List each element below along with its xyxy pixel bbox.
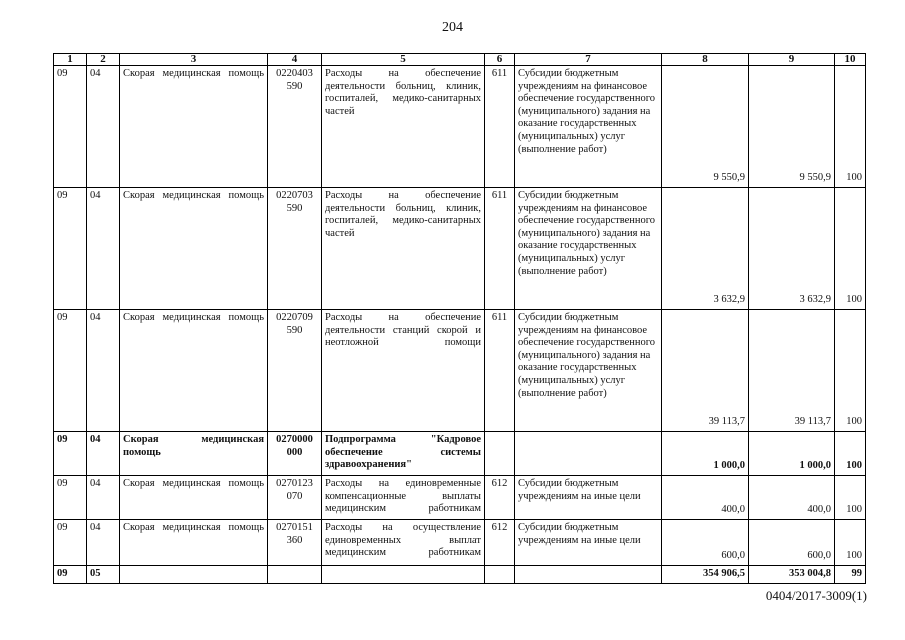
cell-section-name: Скорая медицинская помощь — [120, 310, 268, 432]
table-header-row — [54, 54, 866, 66]
cell-target-code: 0220403 590 — [268, 66, 322, 188]
cell-target-name: Расходы на обеспечение деятельности больниц, клиник, госпиталей, медико-санитарных частей — [322, 66, 485, 188]
cell-expense-type — [485, 566, 515, 584]
header-col-3: 3 — [120, 54, 268, 66]
header-col-6: 6 — [485, 54, 515, 66]
cell-section: 09 — [54, 66, 87, 188]
cell-subsection: 04 — [87, 310, 120, 432]
cell-section-name: Скорая медицинская помощь — [120, 476, 268, 520]
table-row — [54, 66, 866, 188]
cell-target-code: 0220703 590 — [268, 188, 322, 310]
cell-target-name: Расходы на осуществление единовременных выплат медицинским работникам — [322, 520, 485, 566]
cell-target-code: 0270123 070 — [268, 476, 322, 520]
cell-target-code: 0270151 360 — [268, 520, 322, 566]
cell-expense-name: Субсидии бюджетным учреждениям на финансовое обеспечение государственного (муниципального) задания на оказание государственных (муниципальных) услуг (выполнение работ) — [515, 66, 662, 188]
cell-percent: 100 — [835, 66, 866, 188]
cell-section: 09 — [54, 520, 87, 566]
cell-target-name — [322, 566, 485, 584]
cell-actual: 600,0 — [749, 520, 835, 566]
cell-target-name: Расходы на обеспечение деятельности больниц, клиник, госпиталей, медико-санитарных частей — [322, 188, 485, 310]
cell-expense-name: Субсидии бюджетным учреждениям на иные цели — [515, 520, 662, 566]
table-row — [54, 520, 866, 566]
cell-percent: 100 — [835, 476, 866, 520]
cell-planned: 1 000,0 — [662, 432, 749, 476]
cell-planned: 400,0 — [662, 476, 749, 520]
cell-section: 09 — [54, 432, 87, 476]
header-col-7: 7 — [515, 54, 662, 66]
cell-actual: 39 113,7 — [749, 310, 835, 432]
header-col-2: 2 — [87, 54, 120, 66]
cell-expense-name: Субсидии бюджетным учреждениям на финансовое обеспечение государственного (муниципального) задания на оказание государственных (муниципальных) услуг (выполнение работ) — [515, 188, 662, 310]
cell-expense-name — [515, 432, 662, 476]
table-row — [54, 432, 866, 476]
header-col-1: 1 — [54, 54, 87, 66]
cell-expense-type: 612 — [485, 520, 515, 566]
cell-percent: 100 — [835, 520, 866, 566]
document-id: 0404/2017-3009(1) — [765, 588, 867, 603]
table-row — [54, 188, 866, 310]
cell-planned: 9 550,9 — [662, 66, 749, 188]
cell-subsection: 04 — [87, 520, 120, 566]
cell-expense-name: Субсидии бюджетным учреждениям на иные цели — [515, 476, 662, 520]
cell-target-code: 0270000 000 — [268, 432, 322, 476]
header-col-10: 10 — [835, 54, 866, 66]
cell-percent: 100 — [835, 188, 866, 310]
cell-percent: 99 — [835, 566, 866, 584]
page-number: 204 — [442, 20, 463, 35]
cell-percent: 100 — [835, 310, 866, 432]
cell-section-name: Скорая медицинская помощь — [120, 520, 268, 566]
cell-target-name: Расходы на единовременные компенсационные выплаты медицинским работникам — [322, 476, 485, 520]
cell-subsection: 04 — [87, 188, 120, 310]
table-row — [54, 310, 866, 432]
table-total-row — [54, 566, 866, 584]
cell-section: 09 — [54, 188, 87, 310]
cell-planned: 3 632,9 — [662, 188, 749, 310]
cell-section: 09 — [54, 476, 87, 520]
cell-section: 09 — [54, 310, 87, 432]
cell-expense-type — [485, 432, 515, 476]
header-col-9: 9 — [749, 54, 835, 66]
cell-expense-name: Субсидии бюджетным учреждениям на финансовое обеспечение государственного (муниципального) задания на оказание государственных (муниципальных) услуг (выполнение работ) — [515, 310, 662, 432]
cell-actual: 400,0 — [749, 476, 835, 520]
cell-subsection: 04 — [87, 66, 120, 188]
cell-subsection: 04 — [87, 432, 120, 476]
header-col-4: 4 — [268, 54, 322, 66]
cell-expense-type: 611 — [485, 66, 515, 188]
cell-section-name: Скорая медицинская помощь — [120, 188, 268, 310]
cell-actual: 1 000,0 — [749, 432, 835, 476]
cell-subsection: 04 — [87, 476, 120, 520]
cell-actual: 353 004,8 — [749, 566, 835, 584]
cell-target-code: 0220709 590 — [268, 310, 322, 432]
cell-section: 09 — [54, 566, 87, 584]
cell-planned: 354 906,5 — [662, 566, 749, 584]
cell-section-name: Скорая медицинская помощь — [120, 66, 268, 188]
header-col-5: 5 — [322, 54, 485, 66]
cell-actual: 9 550,9 — [749, 66, 835, 188]
header-col-8: 8 — [662, 54, 749, 66]
cell-planned: 600,0 — [662, 520, 749, 566]
cell-section-name — [120, 566, 268, 584]
cell-expense-type: 611 — [485, 188, 515, 310]
cell-expense-name — [515, 566, 662, 584]
cell-target-name: Подпрограмма "Кадровое обеспечение системы здравоохранения" — [322, 432, 485, 476]
cell-section-name: Скорая медицинская помощь — [120, 432, 268, 476]
cell-planned: 39 113,7 — [662, 310, 749, 432]
budget-table — [53, 53, 866, 584]
table-row — [54, 476, 866, 520]
cell-target-name: Расходы на обеспечение деятельности станций скорой и неотложной помощи — [322, 310, 485, 432]
cell-target-code — [268, 566, 322, 584]
cell-expense-type: 612 — [485, 476, 515, 520]
cell-expense-type: 611 — [485, 310, 515, 432]
cell-actual: 3 632,9 — [749, 188, 835, 310]
cell-subsection: 05 — [87, 566, 120, 584]
cell-percent: 100 — [835, 432, 866, 476]
